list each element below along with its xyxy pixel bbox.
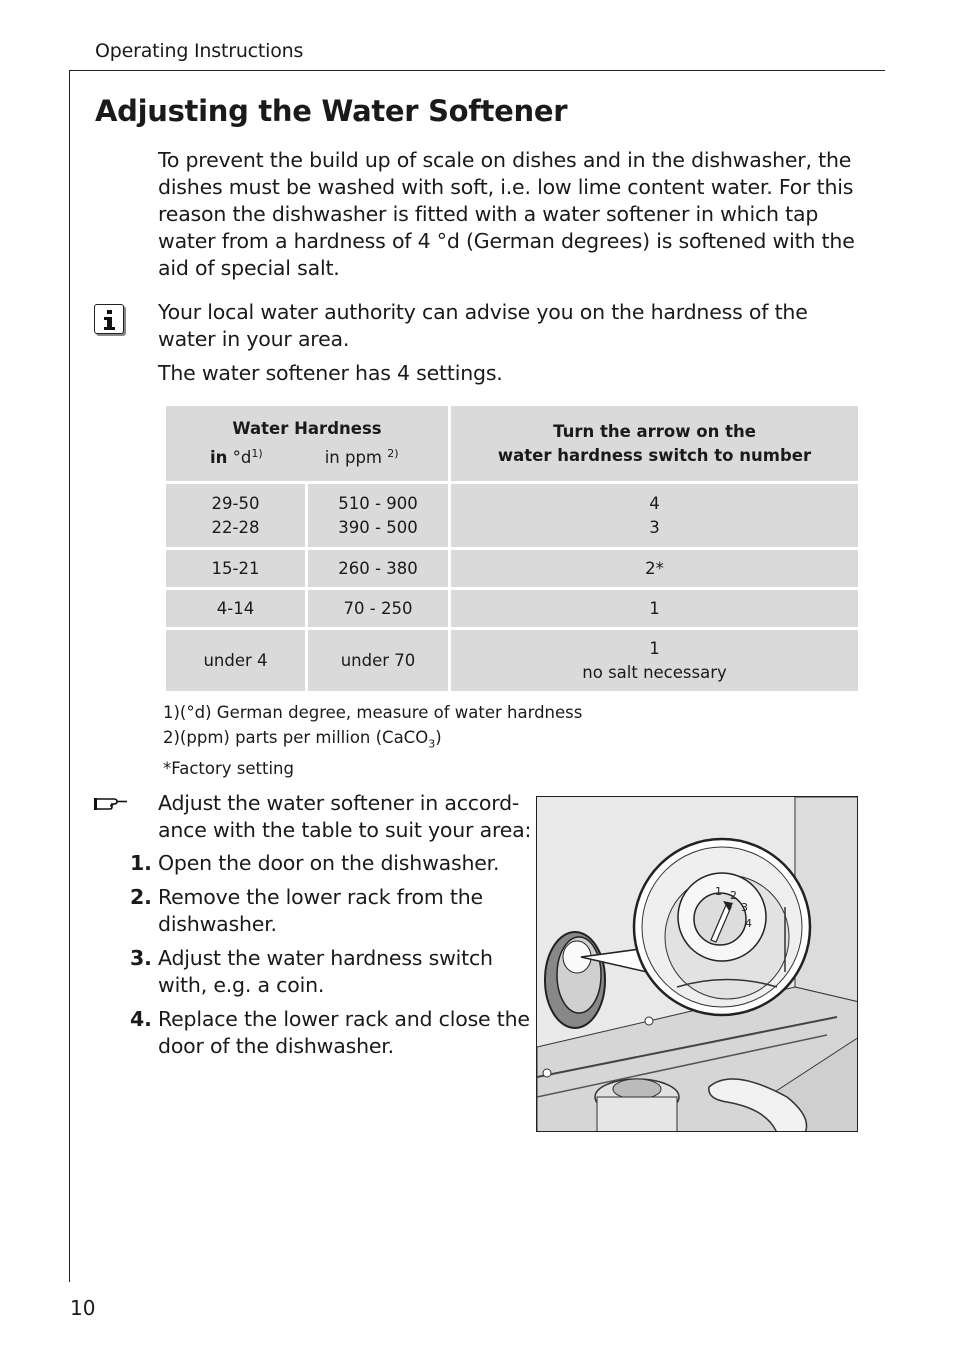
switch-number-header: Turn the arrow on the water hardness switch to number <box>450 405 860 483</box>
table-row <box>165 629 860 693</box>
ppm-unit: in ppm <box>324 447 382 467</box>
list-item: 2. Remove the lower rack from the dishwasher. <box>130 885 483 936</box>
settings-paragraph: The water softener has 4 settings. <box>158 361 503 385</box>
adjust-paragraph: Adjust the water softener in accord-ance with the table to suit your area: <box>158 791 532 842</box>
table-header-row <box>165 405 860 483</box>
dial-number: 2 <box>730 889 737 902</box>
footnote-1: 1)(°d) German degree, measure of water hardness <box>163 703 583 722</box>
cell-ppm: 70 - 250 <box>307 589 450 629</box>
dial-number: 3 <box>741 901 748 914</box>
table-row <box>165 549 860 589</box>
intro-paragraph: To prevent the build up of scale on dishes and in the dishwasher, the dishes must be washed with soft, i.e. low lime content water. For this reason the dishwasher is fitted with a water softener in which tap water from a hardness of 4 °d (German degrees) is softened with the aid of special salt. <box>158 148 855 280</box>
cell-ppm: under 70 <box>307 629 450 693</box>
water-softener-illustration <box>536 796 858 1132</box>
cell-ppm: 260 - 380 <box>307 549 450 589</box>
cell-setting: 4 3 <box>450 483 860 549</box>
water-hardness-header <box>165 405 450 483</box>
cell-setting: 1 no salt necessary <box>450 629 860 693</box>
water-hardness-table <box>163 403 861 694</box>
cell-ppm: 510 - 900 390 - 500 <box>307 483 450 549</box>
cell-degree: under 4 <box>165 629 307 693</box>
cell-degree: 4-14 <box>165 589 307 629</box>
footnote-factory: *Factory setting <box>163 759 294 779</box>
running-header: Operating Instructions <box>95 40 304 62</box>
table-footnotes <box>163 700 582 781</box>
list-item: 1. Open the door on the dishwasher. <box>130 851 500 875</box>
page-title: Adjusting the Water Softener <box>95 94 568 128</box>
dial-number: 4 <box>745 917 752 930</box>
cell-setting: 2* <box>450 549 860 589</box>
cell-setting: 1 <box>450 589 860 629</box>
dial-number: 1 <box>715 885 722 898</box>
header-rule <box>69 70 885 71</box>
degree-unit: °d <box>232 447 252 467</box>
cell-degree: 15-21 <box>165 549 307 589</box>
footnote-ref-1: 1) <box>251 446 263 460</box>
table-row <box>165 589 860 629</box>
table-row <box>165 483 860 549</box>
in-label: in <box>210 447 228 467</box>
footnote-2: 2)(ppm) parts per million (CaCO$_3$) <box>163 728 442 751</box>
cell-degree: 29-50 22-28 <box>165 483 307 549</box>
page-number: 10 <box>70 1296 96 1320</box>
info-icon <box>94 304 124 334</box>
list-item: 4. Replace the lower rack and close the door of the dishwasher. <box>130 1007 530 1058</box>
footnote-ref-2: 2) <box>387 446 399 460</box>
margin-rule <box>69 70 70 1282</box>
water-hardness-label: Water Hardness <box>232 418 382 438</box>
pointing-hand-icon <box>94 793 130 817</box>
info-paragraph: Your local water authority can advise you on the hardness of the water in your area. <box>158 300 808 351</box>
list-item: 3. Adjust the water hardness switch with, e.g. a coin. <box>130 946 493 997</box>
step-list <box>130 850 530 1067</box>
